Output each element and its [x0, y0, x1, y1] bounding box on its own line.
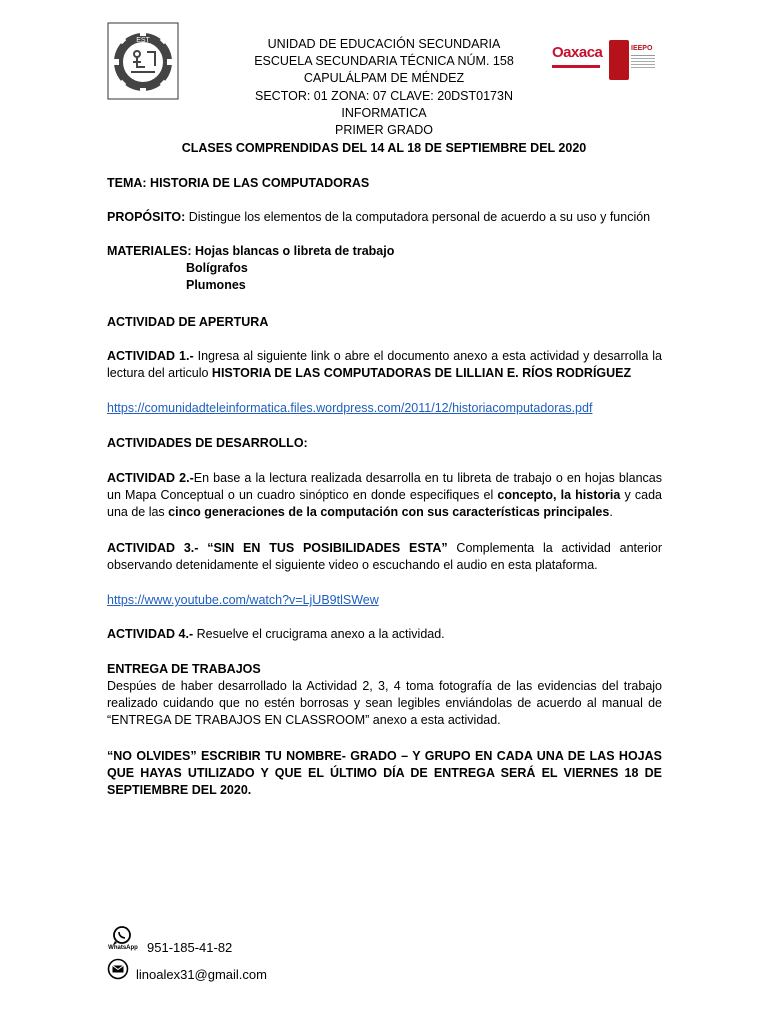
proposito-text: Distingue los elementos de la computadora personal de acuerdo a su uso y función: [185, 210, 651, 224]
ieepo-badge: [631, 44, 655, 78]
materiales-item: Bolígrafos: [186, 261, 248, 275]
header-line-3: CAPULÁLPAM DE MÉNDEZ: [303, 71, 465, 85]
proposito-label: PROPÓSITO:: [107, 210, 186, 224]
materiales: [107, 243, 662, 294]
header-dates: CLASES COMPRENDIDAS DEL 14 AL 18 DE SEPTIEMBRE DEL 2020: [181, 141, 587, 155]
materiales-label: MATERIALES:: [107, 244, 192, 258]
desarrollo-title: ACTIVIDADES DE DESARROLLO:: [107, 436, 308, 450]
whatsapp-label: WhatsApp: [108, 945, 138, 951]
actividad-3-text: Complementa la actividad anterior observando detenidamente el siguiente video o escuchando el audio en esta plataforma.: [107, 541, 662, 572]
whatsapp-icon: [106, 924, 138, 954]
apertura-title: ACTIVIDAD DE APERTURA: [107, 315, 269, 329]
actividad-2-text: .: [609, 505, 613, 519]
svg-text:EST: EST: [136, 37, 150, 44]
actividad-2-bold: cinco generaciones de la computación con sus características principales: [168, 505, 610, 519]
actividad-2-label: ACTIVIDAD 2.-: [107, 471, 194, 485]
header-line-5: INFORMATICA: [341, 106, 427, 120]
article-link[interactable]: https://comunidadteleinformatica.files.wordpress.com/2011/12/historiacomputadoras.pdf: [107, 401, 593, 415]
entrega-title: ENTREGA DE TRABAJOS: [107, 662, 261, 676]
actividad-3-label: ACTIVIDAD 3.- “SIN EN TUS POSIBILIDADES ESTA”: [107, 541, 448, 555]
actividad-2-text: En base a la lectura realizada desarrolla en tu libreta de trabajo o en hojas blancas un Mapa Conceptual o un cuadro sinóptico en donde especifiques el: [107, 471, 662, 502]
materiales-item: Hojas blancas o libreta de trabajo: [194, 244, 395, 258]
actividad-2-text: y cada una de las: [107, 488, 662, 519]
actividad-3: [107, 540, 662, 574]
header-line-1: UNIDAD DE EDUCACIÓN SECUNDARIA: [267, 37, 501, 51]
actividad-4-label: ACTIVIDAD 4.-: [107, 627, 194, 641]
link-1-row: [107, 400, 662, 417]
link-2-row: [107, 592, 662, 609]
actividad-1-label: ACTIVIDAD 1.-: [107, 349, 194, 363]
actividad-4: [107, 626, 662, 643]
proposito: [107, 209, 662, 226]
warning-note: “NO OLVIDES” ESCRIBIR TU NOMBRE- GRADO – Y GRUPO EN CADA UNA DE LAS HOJAS QUE HAYAS UTILIZADO Y QUE EL ÚLTIMO DÍA DE ENTREGA SERÁ EL VIERNES 18 DE SEPTIEMBRE DEL 2020.: [107, 749, 662, 797]
header-line-4: SECTOR: 01 ZONA: 07 CLAVE: 20DST0173N: [255, 89, 513, 103]
materiales-item: Plumones: [186, 278, 246, 292]
ieepo-text: IEEPO: [631, 45, 653, 52]
actividad-4-text: Resuelve el crucigrama anexo a la actividad.: [193, 627, 445, 641]
entrega-text: Despúes de haber desarrollado la Actividad 2, 3, 4 toma fotografía de las evidencias del trabajo realizado cuidando que no estén borrosas y sean legibles enviándolas de acuerdo al manual de “ENTREGA DE TRABAJOS EN CLASSROOM” anexo a esta actividad.: [107, 679, 662, 727]
actividad-2: [107, 470, 662, 521]
video-link[interactable]: https://www.youtube.com/watch?v=LjUB9tlSWew: [107, 593, 379, 607]
oaxaca-wordmark: Oaxaca: [552, 44, 603, 61]
tema-title: TEMA: HISTORIA DE LAS COMPUTADORAS: [107, 176, 370, 190]
header-line-2: ESCUELA SECUNDARIA TÉCNICA NÚM. 158: [254, 54, 514, 68]
actividad-1: [107, 348, 662, 382]
actividad-1-article: HISTORIA DE LAS COMPUTADORAS DE LILLIAN E. RÍOS RODRÍGUEZ: [211, 366, 632, 380]
entrega: [107, 661, 662, 729]
contact-phone: 951-185-41-82: [147, 940, 233, 955]
header-line-6: PRIMER GRADO: [335, 123, 433, 137]
actividad-1-text: Ingresa al siguiente link o abre el documento anexo a esta actividad y desarrolla la lectura del articulo: [107, 349, 662, 380]
contact-email: linoalex31@gmail.com: [136, 967, 267, 982]
ieepo-subtext: [631, 55, 655, 70]
email-icon: [107, 958, 129, 980]
actividad-2-bold: concepto, la historia: [497, 488, 621, 502]
